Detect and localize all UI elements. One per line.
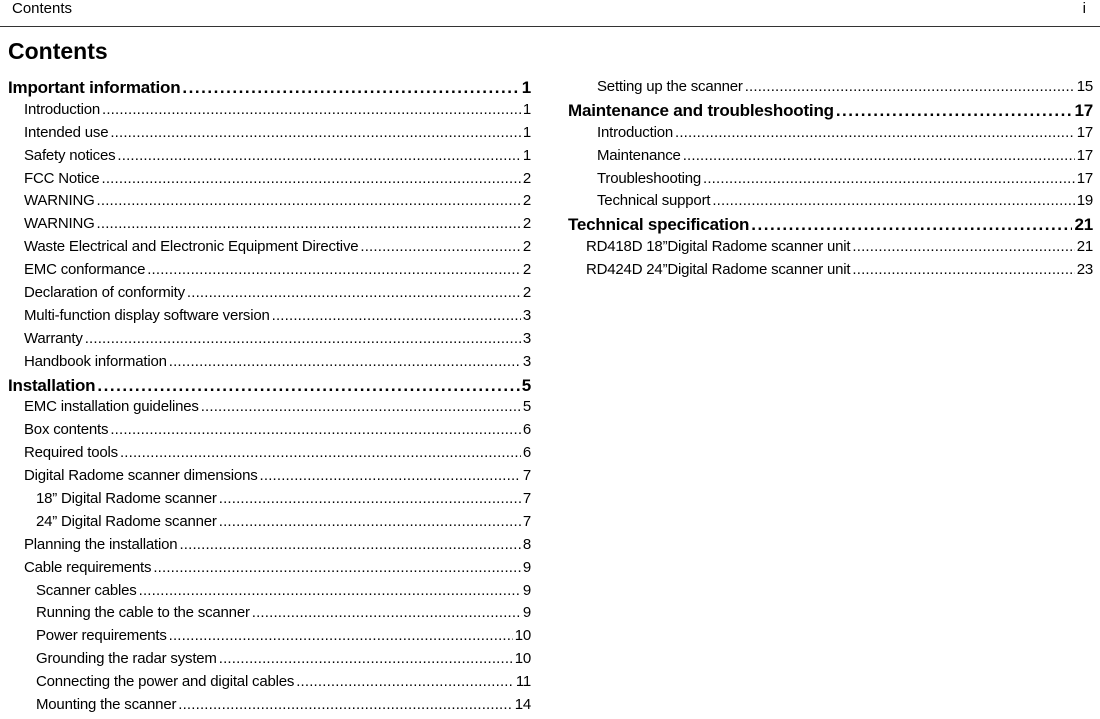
toc-leader-dots (751, 215, 1072, 235)
toc-entry-title: Handbook information (24, 352, 167, 370)
page-header (0, 0, 1100, 27)
toc-leader-dots (852, 261, 1074, 278)
toc-entry-title: Cable requirements (24, 558, 152, 576)
toc-entry-title: 24” Digital Radome scanner (36, 512, 217, 530)
toc-entry[interactable] (8, 604, 531, 627)
toc-entry-title: Technical specification (568, 215, 750, 235)
toc-page-number: 6 (522, 421, 531, 439)
toc-entry-title: Introduction (24, 100, 100, 118)
toc-leader-dots (179, 536, 520, 553)
toc-entry[interactable] (8, 627, 531, 650)
toc-page-number: 2 (522, 169, 531, 187)
toc-page-number: 5 (521, 375, 531, 395)
toc-entry-title: Power requirements (36, 627, 167, 645)
toc-page-number: 2 (522, 192, 531, 210)
toc-page-number: 2 (522, 215, 531, 233)
toc-entry-title: Declaration of conformity (24, 284, 185, 302)
toc-entry-title: Multi-function display software version (24, 306, 270, 324)
toc-entry[interactable] (8, 673, 531, 696)
toc-leader-dots (97, 376, 519, 396)
toc-leader-dots (683, 147, 1075, 164)
toc-leader-dots (272, 307, 521, 324)
toc-page-number: 10 (514, 627, 531, 645)
toc-leader-dots (219, 513, 521, 530)
toc-entry[interactable] (568, 170, 1093, 193)
toc-entry-title: EMC installation guidelines (24, 398, 199, 416)
toc-page-number: 8 (522, 535, 531, 553)
toc-leader-dots (296, 673, 514, 690)
toc-page-number: 6 (522, 444, 531, 462)
page-title: Contents (8, 38, 108, 64)
toc-leader-dots (745, 78, 1075, 95)
toc-section-entry[interactable] (568, 215, 1093, 238)
toc-entry-title: Required tools (24, 444, 118, 462)
toc-page-number: 9 (522, 581, 531, 599)
toc-entry[interactable] (568, 147, 1093, 170)
toc-entry[interactable] (8, 284, 531, 307)
toc-page-number: 21 (1074, 215, 1093, 235)
toc-entry[interactable] (8, 192, 531, 215)
toc-entry-title: WARNING (24, 215, 95, 233)
toc-page-number: 7 (522, 512, 531, 530)
toc-column-left (8, 78, 531, 719)
toc-page-number: 1 (522, 123, 531, 141)
toc-page-number: 3 (522, 306, 531, 324)
toc-entry-title: Important information (8, 78, 181, 97)
toc-page-number: 17 (1074, 100, 1093, 120)
toc-entry[interactable] (8, 147, 531, 170)
toc-entry-title: Safety notices (24, 146, 116, 164)
toc-page-number: 17 (1076, 169, 1093, 187)
toc-entry-title: Scanner cables (36, 581, 137, 599)
toc-section-entry[interactable] (8, 78, 531, 101)
toc-leader-dots (178, 696, 512, 713)
toc-entry[interactable] (8, 124, 531, 147)
toc-entry[interactable] (8, 513, 531, 536)
toc-entry[interactable] (8, 170, 531, 193)
toc-entry-title: Waste Electrical and Electronic Equipment Directive (24, 238, 359, 256)
toc-entry[interactable] (8, 421, 531, 444)
toc-entry[interactable] (8, 353, 531, 376)
toc-page-number: 7 (522, 490, 531, 508)
toc-entry-title: Planning the installation (24, 535, 178, 553)
toc-leader-dots (147, 261, 521, 278)
toc-leader-dots (360, 238, 520, 255)
toc-leader-dots (102, 170, 521, 187)
toc-entry[interactable] (8, 238, 531, 261)
toc-entry-title: Mounting the scanner (36, 696, 177, 714)
toc-entry-title: FCC Notice (24, 169, 100, 187)
toc-entry[interactable] (568, 261, 1093, 284)
toc-leader-dots (712, 192, 1074, 209)
toc-entry[interactable] (8, 650, 531, 673)
toc-page-number: 2 (522, 284, 531, 302)
toc-page-number: 1 (522, 100, 531, 118)
toc-leader-dots (219, 490, 521, 507)
toc-entry[interactable] (8, 261, 531, 284)
toc-page-number: 1 (521, 78, 531, 97)
toc-entry[interactable] (8, 490, 531, 513)
toc-entry[interactable] (8, 444, 531, 467)
toc-entry-title: Troubleshooting (597, 169, 702, 187)
toc-page-number: 5 (522, 398, 531, 416)
toc-entry-title: Maintenance and troubleshooting (568, 100, 834, 120)
toc-entry-title: Introduction (597, 123, 673, 141)
header-page-number: i (1082, 0, 1086, 17)
toc-page-number: 2 (522, 261, 531, 279)
toc-section-entry[interactable] (8, 376, 531, 399)
toc-page-number: 10 (514, 650, 531, 668)
toc-entry[interactable] (568, 124, 1093, 147)
toc-page-number: 17 (1076, 123, 1093, 141)
toc-leader-dots (169, 353, 521, 370)
toc-leader-dots (219, 650, 513, 667)
toc-leader-dots (252, 604, 521, 621)
toc-leader-dots (201, 398, 521, 415)
toc-page-number: 2 (522, 238, 531, 256)
toc-entry-title: RD424D 24”Digital Radome scanner unit (586, 261, 851, 279)
toc-entry[interactable] (8, 467, 531, 490)
toc-leader-dots (852, 238, 1074, 255)
toc-entry-title: Installation (8, 375, 96, 395)
toc-entry-title: Grounding the radar system (36, 650, 217, 668)
toc-leader-dots (110, 421, 521, 438)
toc-leader-dots (187, 284, 521, 301)
toc-page-number: 11 (515, 673, 531, 691)
toc-page-number: 17 (1076, 146, 1093, 164)
toc-page-number: 9 (522, 604, 531, 622)
toc-entry[interactable] (568, 238, 1093, 261)
toc-page-number: 15 (1076, 78, 1093, 95)
toc-section-entry[interactable] (568, 101, 1093, 124)
toc-entry-title: Box contents (24, 421, 109, 439)
toc-entry-title: Warranty (24, 329, 83, 347)
toc-entry[interactable] (8, 536, 531, 559)
toc-leader-dots (169, 627, 513, 644)
toc-page-number: 1 (522, 146, 531, 164)
toc-entry[interactable] (8, 696, 531, 719)
toc-entry-title: EMC conformance (24, 261, 146, 279)
toc-entry-title: 18” Digital Radome scanner (36, 490, 217, 508)
toc-page-number: 21 (1076, 238, 1093, 256)
toc-entry-title: WARNING (24, 192, 95, 210)
toc-leader-dots (117, 147, 520, 164)
toc-entry-title: RD418D 18”Digital Radome scanner unit (586, 238, 851, 256)
toc-leader-dots (97, 192, 521, 209)
toc-leader-dots (85, 330, 521, 347)
toc-entry-title: Maintenance (597, 146, 681, 164)
toc-entry[interactable] (8, 398, 531, 421)
toc-entry[interactable] (568, 192, 1093, 215)
toc-leader-dots (703, 170, 1075, 187)
toc-entry[interactable] (8, 215, 531, 238)
toc-leader-dots (153, 559, 521, 576)
toc-page-number: 9 (522, 558, 531, 576)
toc-leader-dots (675, 124, 1075, 141)
toc-leader-dots (110, 124, 521, 141)
toc-leader-dots (260, 467, 521, 484)
toc-leader-dots (97, 215, 521, 232)
header-section-title: Contents (12, 0, 73, 17)
toc-column-right (568, 78, 1093, 284)
toc-entry-title: Intended use (24, 123, 109, 141)
toc-page-number: 19 (1076, 192, 1093, 210)
toc-entry-title: Digital Radome scanner dimensions (24, 467, 258, 485)
toc-page-number: 14 (514, 696, 531, 714)
toc-entry-title: Running the cable to the scanner (36, 604, 250, 622)
toc-entry[interactable] (8, 330, 531, 353)
toc-entry[interactable] (8, 582, 531, 605)
toc-leader-dots (102, 101, 521, 118)
toc-leader-dots (182, 78, 519, 98)
toc-entry[interactable] (8, 101, 531, 124)
toc-page-number: 3 (522, 352, 531, 370)
toc-entry[interactable] (8, 307, 531, 330)
toc-leader-dots (139, 582, 521, 599)
toc-entry-title: Connecting the power and digital cables (36, 673, 295, 691)
toc-entry[interactable] (8, 559, 531, 582)
toc-page-number: 7 (522, 467, 531, 485)
toc-entry[interactable] (568, 78, 1093, 101)
toc-leader-dots (120, 444, 521, 461)
toc-page-number: 3 (522, 329, 531, 347)
toc-page-number: 23 (1076, 261, 1093, 279)
toc-leader-dots (836, 101, 1073, 121)
toc-entry-title: Technical support (597, 192, 711, 210)
toc-entry-title: Setting up the scanner (597, 78, 743, 95)
